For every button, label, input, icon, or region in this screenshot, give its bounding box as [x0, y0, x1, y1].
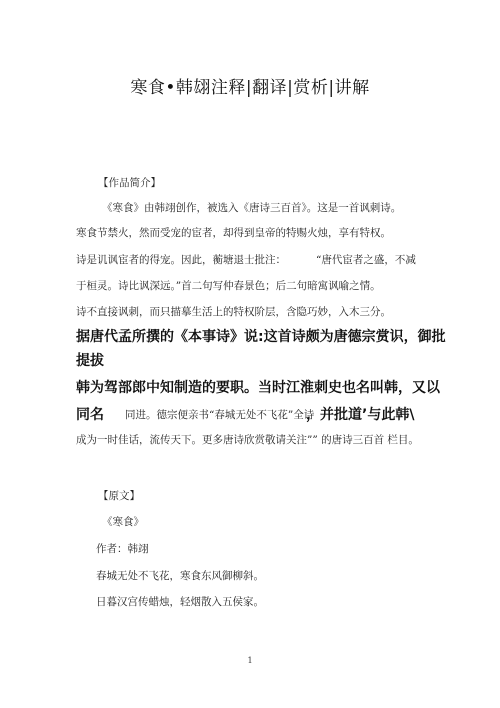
intro-line-6: 成为一时佳话，流传天下。更多唐诗欣赏敬请关注”” 的唐诗三百首 栏目。: [76, 434, 419, 446]
intro-line-4b: 同进。德宗便亲书“春城无处不飞花”全诗: [125, 409, 315, 421]
poem-line-1: 春城无处不飞花，寒食东风御柳斜。: [96, 570, 264, 582]
intro-heading: 【作品简介】: [98, 177, 161, 189]
intro-bold-line-3: 韩为驾部郎中知制造的要职。当时江淮刺史也名叫韩，又以: [76, 380, 440, 396]
intro-line-4: 于桓灵。诗比讽深远。”首二句写仲春景色；后二句暗寓讽喻之情。: [76, 280, 381, 292]
poem-title: 《寒食》: [102, 516, 144, 528]
page-title: 寒食•韩翃注释|翻译|赏析|讲解: [130, 78, 370, 98]
original-heading: 【原文】: [98, 490, 140, 502]
intro-line-1: 《寒食》由韩翊创作，被选入《唐诗三百首》。这是一首讽刺诗。: [102, 202, 402, 214]
poem-author: 作者：韩翊: [96, 543, 149, 555]
intro-line-3a: 诗是讥讽宦者的得宠。因此，蘅塘退士批注：: [76, 254, 286, 266]
intro-bold-line-4c: ，并批道’与此韩\: [306, 407, 415, 423]
intro-bold-line-2: 提拔: [76, 353, 104, 369]
intro-line-5: 诗不直接讽刺，而只描摹生活上的特权阶层，含隐巧妙，入木三分。: [76, 306, 391, 318]
intro-line-2: 寒食节禁火，然而受宠的宦者，却得到皇帝的特赐火烛，享有特权。: [76, 227, 391, 239]
poem-line-2: 日暮汉宫传蜡烛，轻烟散入五侯家。: [96, 596, 264, 608]
intro-line-3b: “唐代宦者之盛，不减: [316, 254, 416, 266]
page-number: 1: [247, 656, 253, 665]
intro-bold-line-1: 据唐代孟所撰的《本事诗》说:这首诗颇为唐德宗赏识，御批: [76, 329, 446, 345]
intro-bold-line-4a: 同名: [76, 407, 104, 423]
